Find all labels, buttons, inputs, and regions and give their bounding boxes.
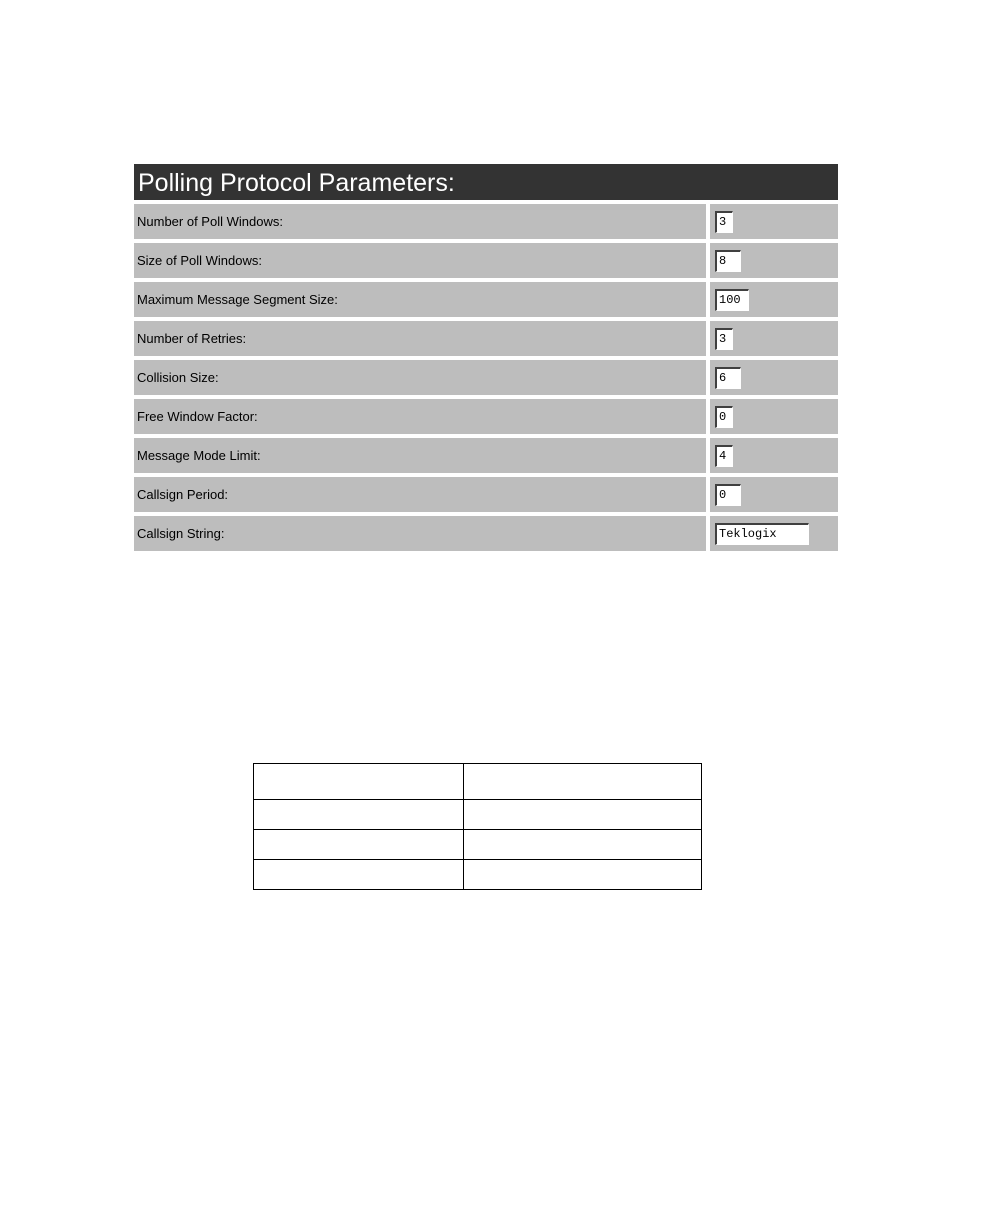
table-cell [254, 800, 464, 830]
param-value-cell [710, 477, 838, 512]
table-cell [254, 764, 464, 800]
param-value-cell [710, 360, 838, 395]
param-value-cell [710, 438, 838, 473]
free-window-factor-input[interactable]: 0 [715, 406, 733, 428]
collision-size-input[interactable]: 6 [715, 367, 741, 389]
param-row-callsign-period [134, 477, 838, 512]
param-label: Callsign Period: [134, 477, 706, 512]
param-row-size-of-poll-windows [134, 243, 838, 278]
size-of-poll-windows-input[interactable]: 8 [715, 250, 741, 272]
panel-title: Polling Protocol Parameters: [134, 164, 838, 200]
param-row-number-of-poll-windows [134, 204, 838, 239]
param-row-maximum-message-segment-size [134, 282, 838, 317]
table-row [254, 800, 702, 830]
message-mode-limit-input[interactable]: 4 [715, 445, 733, 467]
param-row-number-of-retries [134, 321, 838, 356]
param-value-cell [710, 399, 838, 434]
param-row-free-window-factor [134, 399, 838, 434]
table-cell [464, 830, 702, 860]
number-of-retries-input[interactable]: 3 [715, 328, 733, 350]
param-row-callsign-string [134, 516, 838, 551]
polling-protocol-parameters-panel [134, 164, 838, 551]
table-cell [464, 860, 702, 890]
table-row [254, 830, 702, 860]
empty-table [253, 763, 702, 890]
table-row [254, 860, 702, 890]
param-value-cell [710, 282, 838, 317]
table-cell [254, 830, 464, 860]
param-label: Number of Poll Windows: [134, 204, 706, 239]
param-label: Free Window Factor: [134, 399, 706, 434]
table-cell [254, 860, 464, 890]
param-value-cell [710, 204, 838, 239]
table-row [254, 764, 702, 800]
maximum-message-segment-size-input[interactable]: 100 [715, 289, 749, 311]
table-cell [464, 800, 702, 830]
param-value-cell [710, 321, 838, 356]
callsign-string-input[interactable]: Teklogix [715, 523, 809, 545]
param-row-message-mode-limit [134, 438, 838, 473]
callsign-period-input[interactable]: 0 [715, 484, 741, 506]
param-label: Callsign String: [134, 516, 706, 551]
param-label: Collision Size: [134, 360, 706, 395]
param-label: Maximum Message Segment Size: [134, 282, 706, 317]
number-of-poll-windows-input[interactable]: 3 [715, 211, 733, 233]
table-cell [464, 764, 702, 800]
param-value-cell [710, 516, 838, 551]
param-label: Number of Retries: [134, 321, 706, 356]
param-value-cell [710, 243, 838, 278]
param-label: Size of Poll Windows: [134, 243, 706, 278]
param-row-collision-size [134, 360, 838, 395]
param-label: Message Mode Limit: [134, 438, 706, 473]
